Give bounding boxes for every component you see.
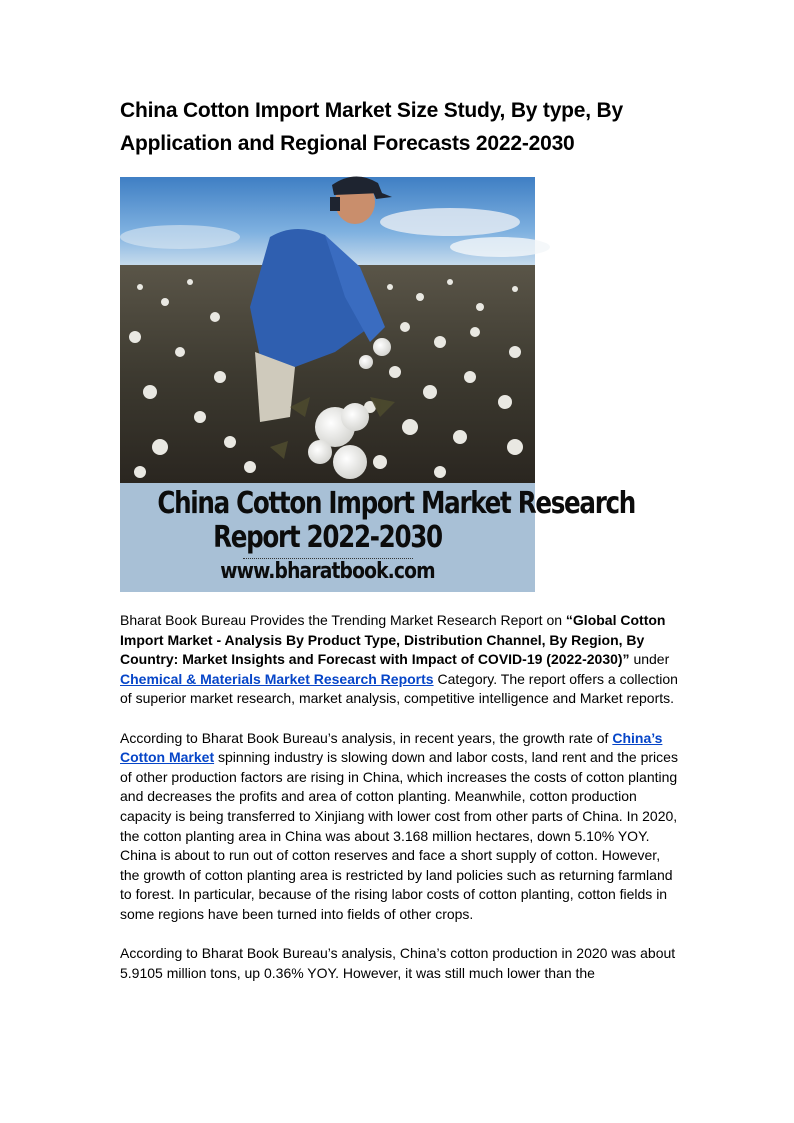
paragraph-3: According to Bharat Book Bureau’s analysis, China’s cotton production in 2020 was about 5.9105 million tons, up 0.36% YOY. However, it was still much lower than the (120, 945, 676, 981)
banner-title-line1: China Cotton Import Market Research (157, 486, 636, 521)
title-block (120, 94, 680, 160)
cotton-field-photo (120, 177, 535, 483)
article-body (120, 611, 680, 1003)
p1-outro: Category. The report offers a collection of superior market research, market analysis, competitive intelligence and Market reports. (120, 670, 678, 707)
hero-image (120, 177, 636, 592)
china-cotton-market-link[interactable]: China’s Cotton Market (120, 729, 663, 766)
paragraph-2 (120, 729, 680, 925)
banner-url: www.bharatbook.com (220, 559, 435, 584)
p2-outro: spinning industry is slowing down and labor costs, land rent and the prices of other production factors are rising in China, which increases the costs of cotton planting and decreases the profits and area of cotton planting. Meanwhile, cotton production capacity is being transferred to Xinjiang with lower cost from other parts of China. In 2020, the cotton planting area in China was about 3.168 million hectares, down 5.10% YOY. China is about to run out of cotton reserves and face a short supply of cotton. However, the growth of cotton planting area is restricted by land policies such as returning farmland to forest. In particular, because of the rising labor costs of cotton planting, cotton fields in some regions have been turned into fields of other crops. (120, 749, 678, 922)
p1-under: under (629, 651, 670, 668)
banner-title-line2: Report 2022-2030 (213, 520, 442, 555)
report-title: “Global Cotton Import Market - Analysis By Product Type, Distribution Channel, By Region, By Country: Market Insights and Forecast with Impact of COVID-19 (2022-2030)” (120, 612, 666, 668)
p2-intro: According to Bharat Book Bureau’s analysis, in recent years, the growth rate of (120, 729, 613, 746)
chemical-materials-reports-link[interactable]: Chemical & Materials Market Research Reports (120, 670, 434, 687)
page-title: China Cotton Import Market Size Study, By type, By Application and Regional Forecasts 2022-2030 (120, 99, 624, 155)
p1-intro: Bharat Book Bureau Provides the Trending Market Research Report on (120, 612, 566, 628)
report-banner (120, 483, 636, 592)
paragraph-1 (120, 611, 680, 709)
